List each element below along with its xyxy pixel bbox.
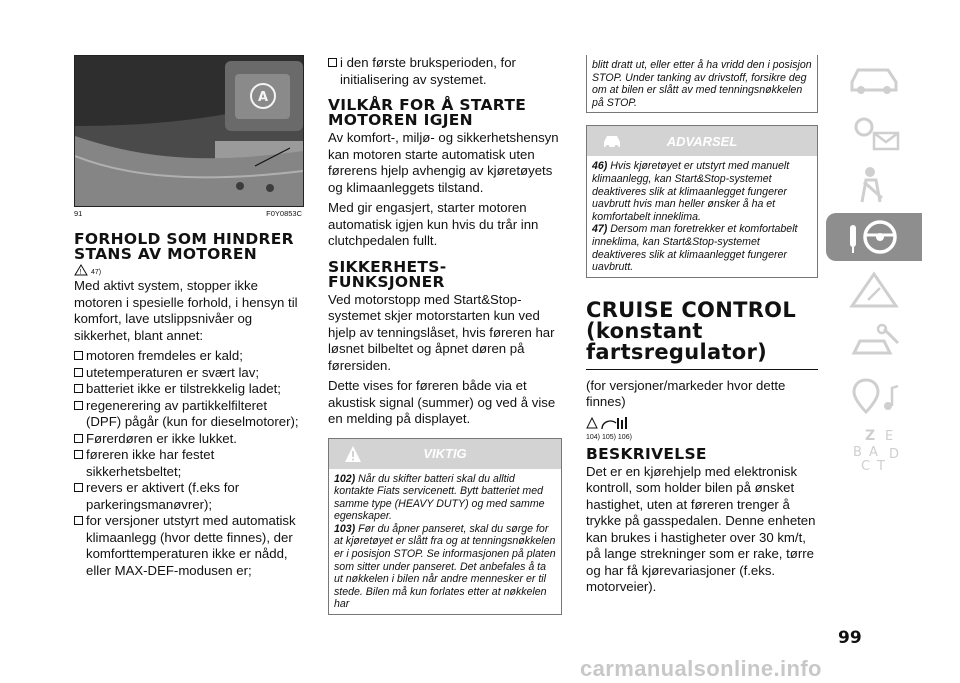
section-heading: FORHOLD SOM HINDRER STANS AV MOTOREN — [74, 230, 294, 263]
svg-text:Z: Z — [865, 428, 876, 444]
cruise-control-warning-icon — [586, 415, 630, 433]
figure-caption — [74, 209, 302, 218]
warning-reference: ! 47) — [74, 264, 302, 276]
sidebar-tab-driving[interactable] — [826, 213, 922, 261]
sidebar-tab-multimedia[interactable] — [826, 372, 922, 420]
list-item: Førerdøren er ikke lukket. — [74, 431, 302, 448]
sidebar-tab-index[interactable] — [826, 425, 922, 473]
paragraph: Med gir engasjert, starter motoren automatisk igjen kun hvis du trår inn clutchpedalen fullt. — [328, 200, 539, 248]
figure-photo — [74, 55, 304, 207]
section-heading: VILKÅR FOR Å STARTE MOTOREN IGJEN — [328, 96, 527, 129]
seatbelt-icon — [844, 164, 904, 204]
box-body: 102) Når du skifter batteri skal du alltid kontakte Fiats servicenett. Bytt batteriet med samme type (HEAVY DUTY) og med samme egenskaper. 103) Før du åpner panseret, skal du sørge for at kjøretøyet er slått fra og at tenningsnøkkelen er i posisjon STOP. Se informasjonen på platen som sitter under panseret. Det anbefales å ta ut nøkkelen i bilen når andre mennesker er til stede. Bilen må kun forlates etter at nøkkelen har — [334, 472, 556, 611]
alphabet-index-icon — [839, 426, 909, 472]
page-number: 99 — [838, 628, 862, 648]
section-heading: SIKKERHETS-FUNKSJONER — [328, 257, 447, 291]
list-item: batteriet ikke er tilstrekkelig ladet; — [74, 381, 302, 398]
warning-triangle-icon — [74, 264, 88, 276]
navigation-music-icon — [844, 376, 904, 416]
wrench-car-icon — [844, 323, 904, 363]
svg-text:E: E — [885, 429, 894, 444]
section-heading: BESKRIVELSE — [586, 444, 707, 463]
sidebar-tab-warning[interactable] — [826, 266, 922, 314]
box-title: VIKTIG — [423, 446, 467, 461]
list-item: føreren ikke har festet sikkerhetsbeltet; — [74, 447, 302, 480]
svg-text:A: A — [869, 445, 878, 460]
sidebar-tab-lights[interactable] — [826, 107, 922, 155]
figure-code: F0Y0853C — [266, 209, 302, 218]
continued-box — [586, 55, 818, 113]
warning-reference: 104) 105) 106) — [586, 415, 818, 441]
box-body: 46) Hvis kjøretøyet er utstyrt med manuelt klimaanlegg, kan Start&Stop-systemet deaktiveres slik at klimaanlegget fungerer uavbrutt hvis man heller ønsker å ha et komfortabelt inneklima. 47) Dersom man foretrekker et komfortabelt inneklima, kan Start&Stop-systemet deaktiveres slik at klimaanlegget fungerer uavbrutt. — [592, 160, 798, 274]
subtitle: (for versjoner/markeder hvor dette finnes) — [586, 377, 786, 410]
chapter-heading: CRUISE CONTROL (konstant fartsregulator) — [586, 297, 796, 364]
heading-rule — [586, 369, 818, 370]
car-icon — [844, 58, 904, 98]
paragraph: Av komfort-, miljø- og sikkerhetshensyn kan motoren starte automatisk uten førerens hjelp avhengig av kjøretøyets og klimaanleggets tilstand. — [328, 130, 559, 195]
svg-text:B: B — [853, 445, 862, 460]
warning-triangle-icon — [844, 270, 904, 310]
paragraph: Ved motorstopp med Start&Stop-systemet skjer motorstarten kun ved hjelp av tenningslåset, hvis føreren har løsnet bilbeltet og åpnet døren på førersiden. — [328, 291, 555, 373]
column-2 — [328, 55, 562, 615]
list-item: revers er aktivert (f.eks for parkeringsmanøvrer); — [74, 480, 302, 513]
svg-text:D: D — [889, 447, 900, 462]
list-item: motoren fremdeles er kald; — [74, 348, 302, 365]
watermark: carmanualsonline.info — [580, 656, 822, 681]
column-1 — [74, 55, 302, 583]
svg-text:!: ! — [79, 269, 82, 276]
sidebar-tab-maintenance[interactable] — [826, 319, 922, 367]
svg-text:T: T — [877, 459, 885, 472]
dashboard-button-photo — [75, 56, 303, 206]
list-item: i den første bruksperioden, for initialisering av systemet. — [328, 55, 562, 88]
svg-text:C: C — [861, 459, 871, 472]
important-box — [328, 438, 562, 616]
figure-number: 91 — [74, 209, 83, 218]
chapter-sidebar — [826, 54, 922, 478]
intro-paragraph: Med aktivt system, stopper ikke motoren i spesielle forhold, i hensyn til komfort, lave utslippsnivåer og sikkerhet, blant annet: — [74, 278, 298, 343]
column-3 — [586, 55, 818, 600]
light-envelope-icon — [844, 111, 904, 151]
paragraph: Det er en kjørehjelp med elektronisk kontroll, som holder bilen på ønsket hastighet, uten at føreren trenger å trykke på gasspedalen. Denne enheten kan brukes i hastigheter over 30 km/t, på lange strekninger som er rake, tørre og har få kjørevariasjoner (f.eks. motorveier). — [586, 463, 816, 595]
key-steering-wheel-icon — [844, 217, 904, 257]
list-item: regenerering av partikkelfilteret (DPF) pågår (kun for dieselmotorer); — [74, 398, 302, 431]
box-header — [587, 126, 817, 156]
box-title: ADVARSEL — [666, 133, 738, 149]
warning-box — [586, 125, 818, 277]
list-item: for versjoner utstyrt med automatisk klimaanlegg (hvor dette finnes), der komforttemperaturen ikke er nådd, eller MAX-DEF-modusen er; — [74, 513, 302, 579]
box-header — [329, 439, 561, 469]
list-item: utetemperaturen er svært lav; — [74, 365, 302, 382]
sidebar-tab-safety[interactable] — [826, 160, 922, 208]
svg-text:A: A — [258, 90, 269, 105]
continued-list — [328, 55, 562, 88]
condition-list — [74, 348, 302, 579]
paragraph: Dette vises for føreren både via et akustisk signal (summer) og ved å vise en melding på displayet. — [328, 378, 556, 426]
sidebar-tab-car[interactable] — [826, 54, 922, 102]
box-body: blitt dratt ut, eller etter å ha vridd den i posisjon STOP. Under tanking av drivstoff, forsikre deg om at bilen er slått av med tenningsnøkkelen på STOP. — [592, 59, 812, 109]
